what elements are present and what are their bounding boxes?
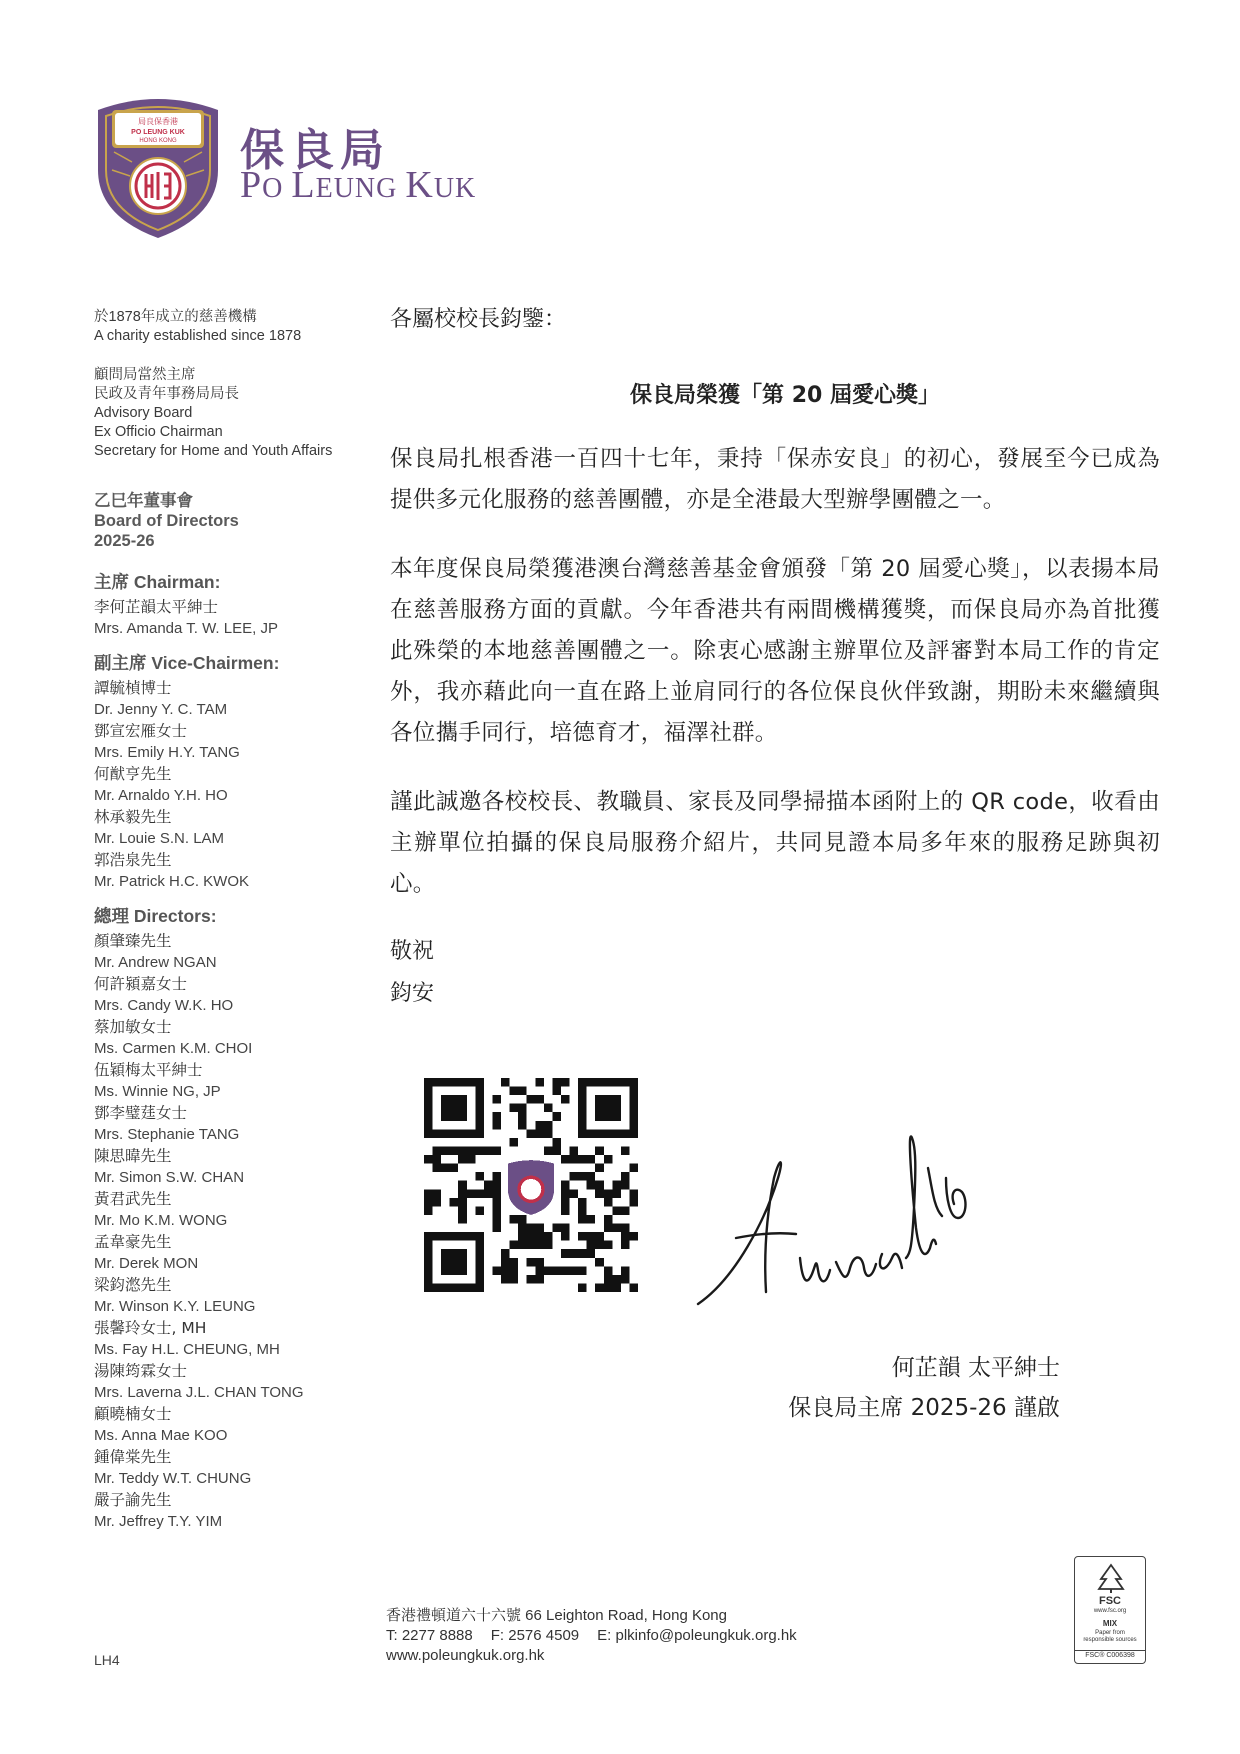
advisory-line: 顧問局當然主席 xyxy=(94,367,196,383)
letter-paragraph: 保良局扎根香港一百四十七年，秉持「保赤安良」的初心，發展至今已成為提供多元化服務的慈善團體，亦是全港最大型辦學團體之一。 xyxy=(390,446,1160,513)
board-block xyxy=(94,491,364,551)
member-name-cn: 孟韋豪先生 xyxy=(94,1233,172,1251)
brand-name-english xyxy=(240,163,476,207)
member-name-cn: 林承毅先生 xyxy=(94,808,172,826)
member-name-cn: 譚毓楨博士 xyxy=(94,679,172,697)
footer-fax: F: 2576 4509 xyxy=(490,1627,580,1644)
chairman-heading: 主席 Chairman: xyxy=(94,572,221,592)
crest-top-text: 局良保香港 xyxy=(138,117,178,126)
vice-chairmen-section xyxy=(94,652,364,893)
member-name-cn: 顧曉楠女士 xyxy=(94,1405,172,1423)
founded-block xyxy=(94,308,364,346)
member-name-cn: 鍾偉棠先生 xyxy=(94,1448,172,1466)
footer-tel: T: 2277 8888 xyxy=(386,1627,473,1644)
letter-paragraph: 謹此誠邀各校校長、教職員、家長及同學掃描本函附上的 QR code，收看由主辦單位拍攝的保良局服務介紹片，共同見證本局多年來的服務足跡與初心。 xyxy=(390,789,1160,897)
directors-list xyxy=(94,931,364,1533)
member-name-cn: 鄧宣宏雁女士 xyxy=(94,722,188,740)
member-name-cn: 伍穎梅太平紳士 xyxy=(94,1061,203,1079)
board-year: 2025-26 xyxy=(94,532,155,550)
board-sidebar xyxy=(94,308,364,1545)
brand-en-letter: L xyxy=(291,164,316,206)
founded-en: A charity established since 1878 xyxy=(94,328,302,344)
member-name-en: Mr. Patrick H.C. KWOK xyxy=(94,873,250,890)
member-name-en: Mr. Louie S.N. LAM xyxy=(94,830,225,847)
letterhead-code: LH4 xyxy=(94,1652,120,1668)
member-name-en: Mrs. Emily H.Y. TANG xyxy=(94,744,240,761)
closing-line: 鈞安 xyxy=(390,981,435,1006)
member-name-cn: 陳思暐先生 xyxy=(94,1147,172,1165)
chairman-list xyxy=(94,597,364,640)
closing-line: 敬祝 xyxy=(390,939,435,964)
footer-website[interactable]: www.poleungkuk.org.hk xyxy=(386,1647,545,1664)
member-name-en: Mr. Andrew NGAN xyxy=(94,954,217,971)
footer-email[interactable]: E: plkinfo@poleungkuk.org.hk xyxy=(597,1627,797,1644)
member-name-en: Ms. Anna Mae KOO xyxy=(94,1427,228,1444)
member-name-en: Mrs. Amanda T. W. LEE, JP xyxy=(94,620,278,637)
advisory-line: Ex Officio Chairman xyxy=(94,424,223,440)
fsc-logo-text: FSC xyxy=(1099,1595,1121,1607)
member-name-cn: 蔡加敏女士 xyxy=(94,1018,172,1036)
closing xyxy=(390,931,1160,1015)
member-name-en: Ms. Carmen K.M. CHOI xyxy=(94,1040,253,1057)
brand-en-letters: O xyxy=(262,173,292,204)
po-leung-kuk-crest-logo xyxy=(92,92,224,240)
brand-en-letter: K xyxy=(405,164,434,206)
member-name-en: Mr. Arnaldo Y.H. HO xyxy=(94,787,228,804)
chairman-section xyxy=(94,571,364,640)
member-name-en: Ms. Fay H.L. CHEUNG, MH xyxy=(94,1341,280,1358)
member-name-en: Mr. Mo K.M. WONG xyxy=(94,1212,228,1229)
advisory-line: Secretary for Home and Youth Affairs xyxy=(94,443,333,459)
letter-paragraph: 本年度保良局榮獲港澳台灣慈善基金會頒發「第 20 屆愛心獎」，以表揚本局在慈善服務方面的貢獻。今年香港共有兩間機構獲獎，而保良局亦為首批獲此殊榮的本地慈善團體之一。除衷心感謝主辦單位及評審對本局工作的肯定外，我亦藉此向一直在路上並肩同行的各位保良伙伴致謝，期盼未來繼續與各位攜手同行，培德育才，福澤社群。 xyxy=(390,556,1160,746)
signer-block xyxy=(784,1348,1060,1428)
member-name-cn: 顏肇臻先生 xyxy=(94,932,172,950)
fsc-paper-line: responsible sources xyxy=(1083,1637,1137,1643)
founded-cn: 於1878年成立的慈善機構 xyxy=(94,309,257,325)
brand-name-chinese: 保良局 xyxy=(240,125,390,176)
member-name-en: Mr. Teddy W.T. CHUNG xyxy=(94,1470,252,1487)
vice-chairmen-heading: 副主席 Vice-Chairmen: xyxy=(94,653,280,673)
signer-name: 何芷韻 太平紳士 xyxy=(891,1355,1060,1381)
handwritten-signature xyxy=(696,1108,996,1318)
crest-sub-text: HONG KONG xyxy=(139,138,177,144)
qr-code[interactable] xyxy=(424,1078,638,1292)
member-name-en: Mrs. Laverna J.L. CHAN TONG xyxy=(94,1384,304,1401)
brand-en-letters: UK xyxy=(433,173,477,204)
brand-en-letters: EUNG xyxy=(315,173,406,204)
signer-title: 保良局主席 2025-26 謹啟 xyxy=(788,1395,1060,1421)
footer-contact xyxy=(386,1606,797,1666)
member-name-en: Dr. Jenny Y. C. TAM xyxy=(94,701,228,718)
signature-text: Amanda Yo xyxy=(696,1108,702,1109)
advisory-line: Advisory Board xyxy=(94,405,193,421)
member-name-en: Mr. Simon S.W. CHAN xyxy=(94,1169,245,1186)
fsc-paper-line: Paper from xyxy=(1095,1630,1125,1636)
fsc-site: www.fsc.org xyxy=(1093,1608,1127,1614)
advisory-block xyxy=(94,366,364,461)
member-name-cn: 嚴子諭先生 xyxy=(94,1491,172,1509)
member-name-en: Ms. Winnie NG, JP xyxy=(94,1083,221,1100)
member-name-cn: 鄧李璧莛女士 xyxy=(94,1104,188,1122)
member-name-en: Mr. Winson K.Y. LEUNG xyxy=(94,1298,256,1315)
fsc-mix: MIX xyxy=(1102,1619,1118,1628)
crest-mid-text: PO LEUNG KUK xyxy=(131,129,185,136)
brand-en-letter: P xyxy=(240,164,263,206)
board-cn: 乙巳年董事會 xyxy=(94,492,193,510)
directors-section xyxy=(94,905,364,1533)
fsc-tree-icon xyxy=(1095,1563,1127,1593)
letter-title: 保良局榮獲「第 20 屆愛心獎」 xyxy=(630,383,940,408)
board-en: Board of Directors xyxy=(94,512,239,530)
member-name-en: Mrs. Stephanie TANG xyxy=(94,1126,240,1143)
directors-heading: 總理 Directors: xyxy=(94,906,217,926)
member-name-en: Mr. Jeffrey T.Y. YIM xyxy=(94,1513,223,1530)
member-name-cn: 郭浩泉先生 xyxy=(94,851,172,869)
member-name-en: Mrs. Candy W.K. HO xyxy=(94,997,234,1014)
member-name-cn: 何猷亨先生 xyxy=(94,765,172,783)
member-name-cn: 黃君武先生 xyxy=(94,1190,172,1208)
member-name-cn: 李何芷韻太平紳士 xyxy=(94,598,219,616)
letter-body xyxy=(390,305,1160,1015)
member-name-cn: 張馨玲女士, MH xyxy=(94,1319,207,1337)
footer-address: 香港禮頓道六十六號 66 Leighton Road, Hong Kong xyxy=(386,1607,727,1624)
fsc-license: FSC® C006398 xyxy=(1075,1650,1145,1659)
member-name-cn: 梁鈞滺先生 xyxy=(94,1276,172,1294)
footer-contact-line xyxy=(386,1626,797,1646)
member-name-cn: 湯陳筠霖女士 xyxy=(94,1362,188,1380)
fsc-certification-badge xyxy=(1074,1556,1146,1664)
member-name-cn: 何許潁嘉女士 xyxy=(94,975,188,993)
salutation: 各屬校校長鈞鑒： xyxy=(390,307,567,332)
member-name-en: Mr. Derek MON xyxy=(94,1255,199,1272)
vice-chairmen-list xyxy=(94,678,364,893)
advisory-line: 民政及青年事務局局長 xyxy=(94,386,239,402)
